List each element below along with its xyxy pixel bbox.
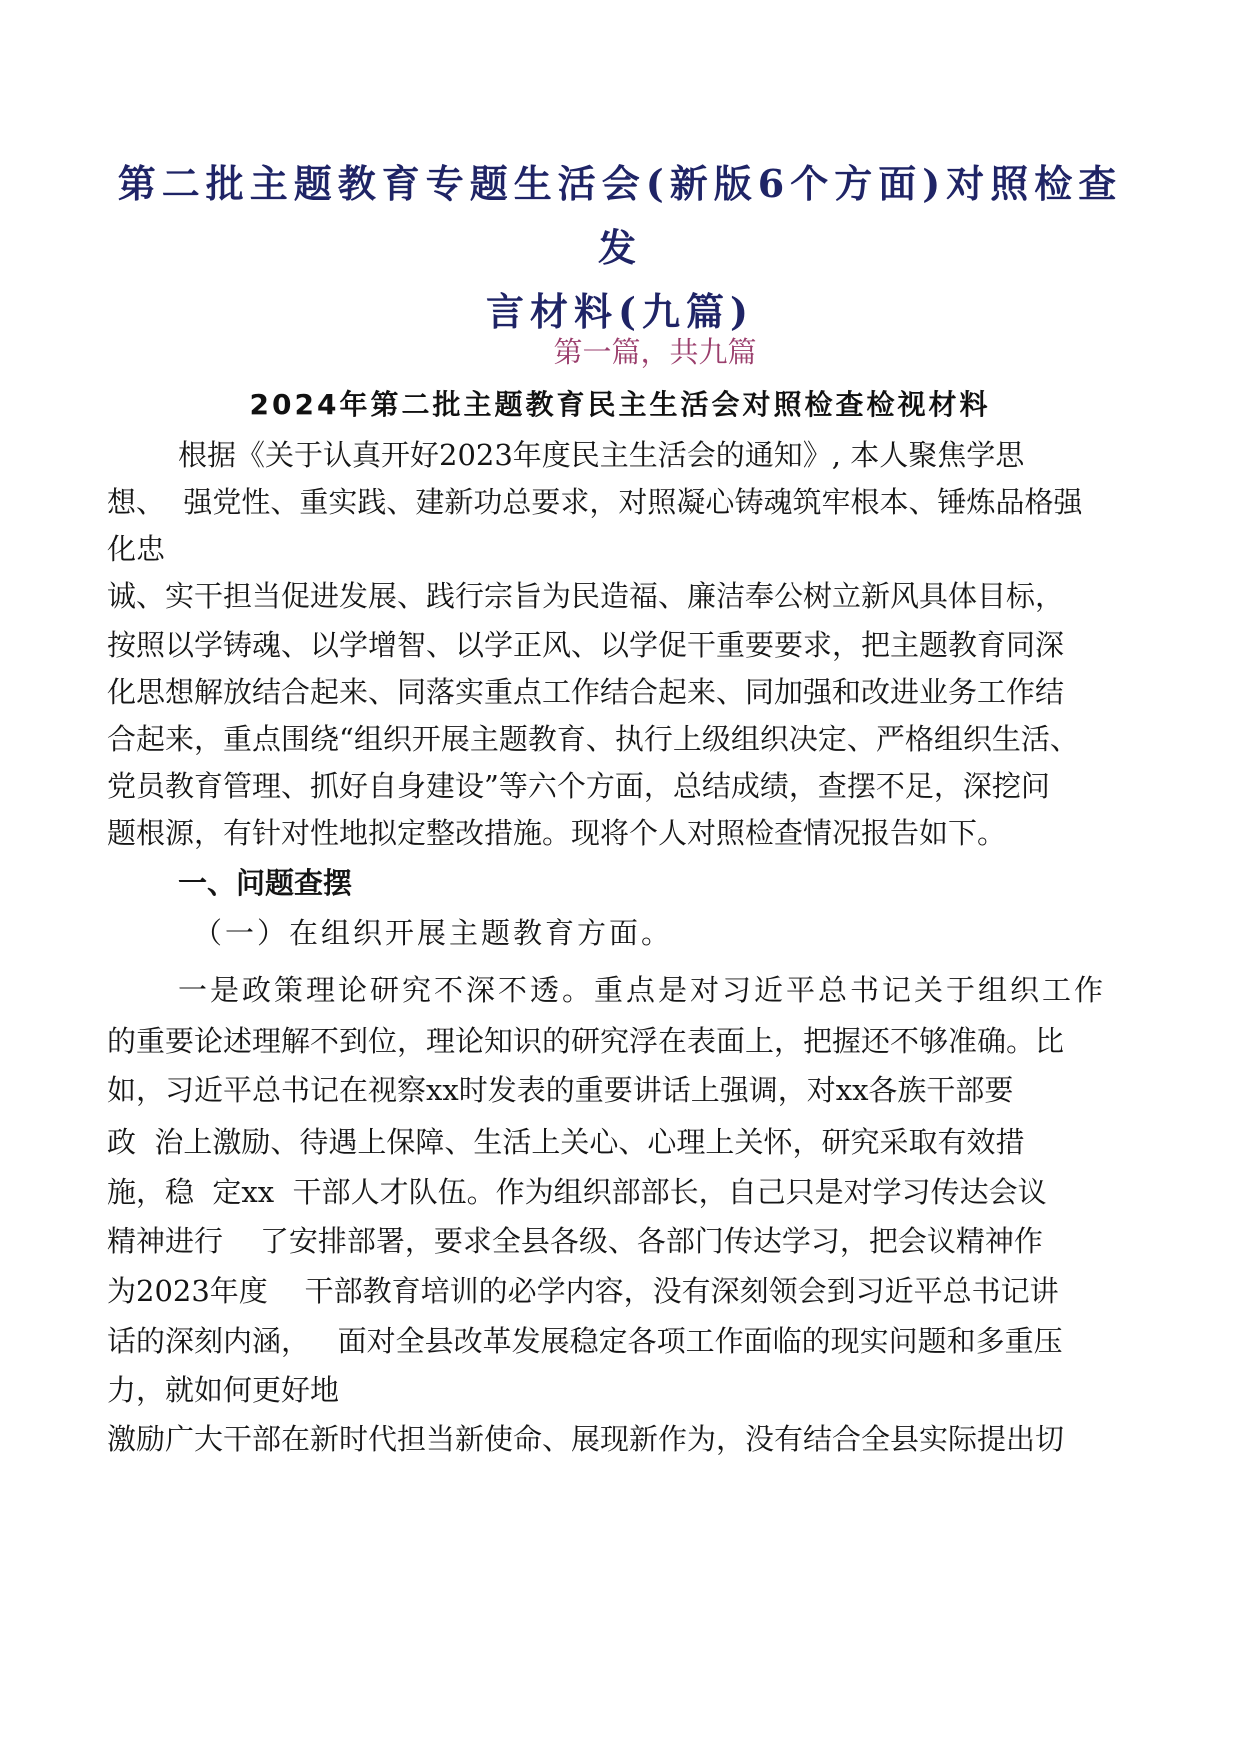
intro-line: 按照以学铸魂、以学增智、以学正风、以学促干重要要求，把主题教育同深 <box>107 628 1065 662</box>
part-label: 第一篇，共九篇 <box>553 335 757 369</box>
section-heading: 一、问题查摆 <box>178 866 353 900</box>
body-line: 的重要论述理解不到位，理论知识的研究浮在表面上，把握还不够准确。比 <box>107 1024 1065 1058</box>
intro-line: 合起来，重点围绕“组织开展主题教育、执行上级组织决定、严格组织生活、 <box>107 722 1079 756</box>
intro-line: 题根源，有针对性地拟定整改措施。现将个人对照检查情况报告如下。 <box>107 816 1007 850</box>
document-title <box>100 152 1140 344</box>
document-title-line-2: 言材料(九篇) <box>486 289 754 334</box>
intro-line: 诚、实干担当促进发展、践行宗旨为民造福、廉洁奉公树立新风具体目标， <box>107 579 1065 613</box>
intro-line: 党员教育管理、抓好自身建设”等六个方面，总结成绩，查摆不足，深挖问 <box>107 769 1050 803</box>
body-line: 政 治上激励、待遇上保障、生活上关心、心理上关怀，研究采取有效措 <box>107 1125 1025 1159</box>
body-line: 话的深刻内涵， 面对全县改革发展稳定各项工作面临的现实问题和多重压 <box>107 1324 1063 1358</box>
body-line: 如，习近平总书记在视察xx时发表的重要讲话上强调，对xx各族干部要 <box>107 1073 1014 1107</box>
body-line: 施，稳 定xx 干部人才队伍。作为组织部部长，自己只是对学习传达会议 <box>107 1175 1047 1209</box>
body-line: 一是政策理论研究不深不透。重点是对习近平总书记关于组织工作 <box>178 973 1107 1007</box>
document-title-line-1: 第二批主题教育专题生活会(新版6个方面)对照检查发 <box>117 161 1123 270</box>
body-line: 激励广大干部在新时代担当新使命、展现新作为，没有结合全县实际提出切 <box>107 1422 1065 1456</box>
article-subtitle: 2024年第二批主题教育民主生活会对照检查检视材料 <box>249 388 991 421</box>
intro-line: 化思想解放结合起来、同落实重点工作结合起来、同加强和改进业务工作结 <box>107 675 1065 709</box>
intro-line: 根据《关于认真开好2023年度民主生活会的通知》, 本人聚焦学思 <box>178 438 1025 472</box>
body-line: 为2023年度 干部教育培训的必学内容，没有深刻领会到习近平总书记讲 <box>107 1274 1059 1308</box>
intro-line: 想、 强党性、重实践、建新功总要求，对照凝心铸魂筑牢根本、锤炼品格强 <box>107 485 1083 519</box>
body-line: 精神进行 了安排部署，要求全县各级、各部门传达学习，把会议精神作 <box>107 1224 1043 1258</box>
subsection-heading: （一）在组织开展主题教育方面。 <box>193 916 674 950</box>
body-line: 力，就如何更好地 <box>107 1373 340 1407</box>
intro-line: 化忠 <box>107 532 166 566</box>
